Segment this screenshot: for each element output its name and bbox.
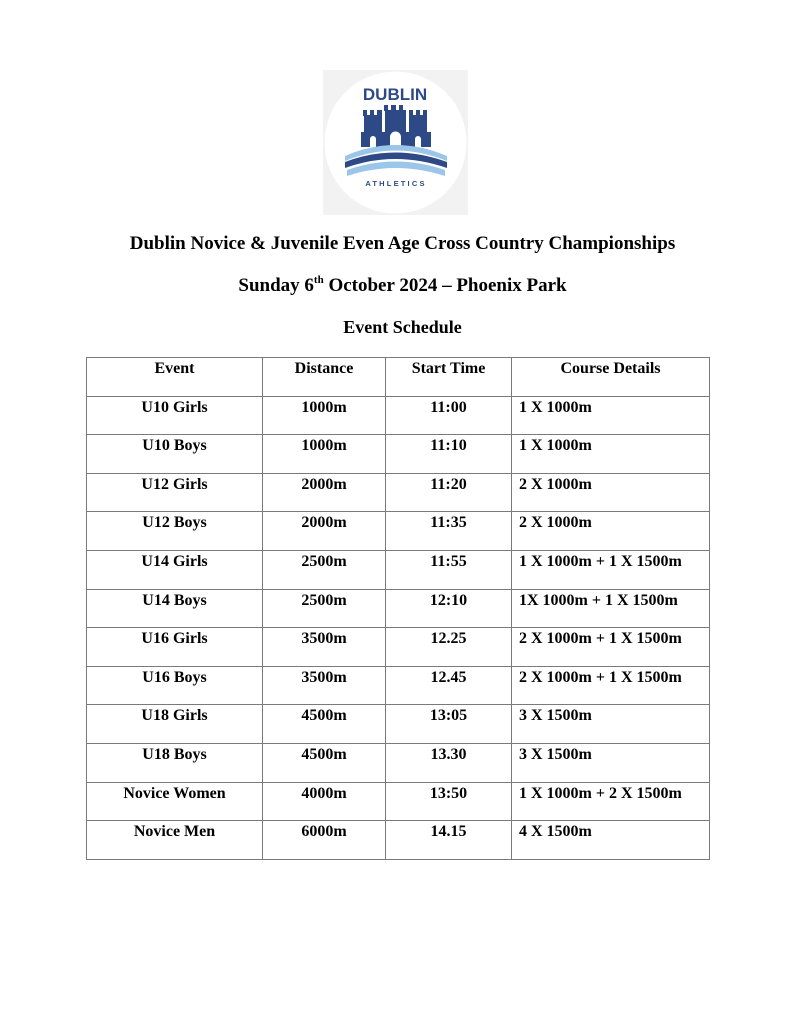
cell-course-details: 1 X 1000m + 1 X 1500m — [512, 550, 710, 589]
table-row — [87, 628, 710, 667]
cell-start-time: 11:35 — [386, 512, 512, 551]
event-schedule-table — [86, 357, 710, 860]
table-row — [87, 743, 710, 782]
table-row — [87, 666, 710, 705]
date-suffix: October 2024 – Phoenix Park — [323, 275, 567, 296]
cell-start-time: 12:10 — [386, 589, 512, 628]
cell-event-name: U18 Boys — [87, 743, 263, 782]
cell-course-details: 2 X 1000m + 1 X 1500m — [512, 628, 710, 667]
cell-event-name: U16 Boys — [87, 666, 263, 705]
cell-event-name: U12 Boys — [87, 512, 263, 551]
cell-distance: 2500m — [263, 589, 386, 628]
castle-icon — [323, 70, 468, 215]
cell-event-name: Novice Men — [87, 821, 263, 860]
column-header-course-details: Course Details — [512, 358, 710, 397]
cell-distance: 2000m — [263, 512, 386, 551]
cell-course-details: 4 X 1500m — [512, 821, 710, 860]
cell-course-details: 1 X 1000m + 2 X 1500m — [512, 782, 710, 821]
cell-course-details: 3 X 1500m — [512, 743, 710, 782]
logo-wordmark-dublin: DUBLIN — [362, 85, 428, 104]
cell-course-details: 2 X 1000m — [512, 473, 710, 512]
schedule-heading: Event Schedule — [343, 317, 462, 337]
cell-distance: 3500m — [263, 666, 386, 705]
cell-distance: 1000m — [263, 435, 386, 474]
cell-event-name: U10 Girls — [87, 396, 263, 435]
cell-start-time: 13:50 — [386, 782, 512, 821]
cell-start-time: 13:05 — [386, 705, 512, 744]
cell-distance: 2500m — [263, 550, 386, 589]
page-title: Dublin Novice & Juvenile Even Age Cross Country Championships — [129, 233, 676, 254]
cell-start-time: 11:20 — [386, 473, 512, 512]
cell-event-name: U14 Girls — [87, 550, 263, 589]
column-header-start-time: Start Time — [386, 358, 512, 397]
cell-event-name: U10 Boys — [87, 435, 263, 474]
cell-event-name: U18 Girls — [87, 705, 263, 744]
cell-course-details: 2 X 1000m — [512, 512, 710, 551]
date-ordinal-suffix: th — [313, 273, 324, 286]
table-row — [87, 821, 710, 860]
cell-distance: 1000m — [263, 396, 386, 435]
cell-event-name: U14 Boys — [87, 589, 263, 628]
event-date-location — [0, 275, 805, 297]
cell-distance: 6000m — [263, 821, 386, 860]
cell-start-time: 14.15 — [386, 821, 512, 860]
cell-course-details: 1X 1000m + 1 X 1500m — [512, 589, 710, 628]
cell-distance: 4500m — [263, 743, 386, 782]
cell-event-name: Novice Women — [87, 782, 263, 821]
table-row — [87, 782, 710, 821]
cell-start-time: 11:00 — [386, 396, 512, 435]
logo-wordmark-athletics: ATHLETICS — [365, 179, 427, 188]
cell-course-details: 3 X 1500m — [512, 705, 710, 744]
table-row — [87, 396, 710, 435]
cell-start-time: 11:10 — [386, 435, 512, 474]
cell-event-name: U16 Girls — [87, 628, 263, 667]
date-prefix: Sunday 6 — [238, 275, 314, 296]
table-row — [87, 550, 710, 589]
dublin-athletics-logo — [323, 70, 468, 215]
table-row — [87, 512, 710, 551]
cell-course-details: 2 X 1000m + 1 X 1500m — [512, 666, 710, 705]
table-row — [87, 705, 710, 744]
cell-distance: 2000m — [263, 473, 386, 512]
table-row — [87, 589, 710, 628]
cell-start-time: 11:55 — [386, 550, 512, 589]
cell-course-details: 1 X 1000m — [512, 396, 710, 435]
column-header-distance: Distance — [263, 358, 386, 397]
table-row — [87, 473, 710, 512]
cell-start-time: 12.25 — [386, 628, 512, 667]
cell-course-details: 1 X 1000m — [512, 435, 710, 474]
table-header-row — [87, 358, 710, 397]
cell-event-name: U12 Girls — [87, 473, 263, 512]
cell-start-time: 12.45 — [386, 666, 512, 705]
cell-start-time: 13.30 — [386, 743, 512, 782]
column-header-event: Event — [87, 358, 263, 397]
cell-distance: 3500m — [263, 628, 386, 667]
table-row — [87, 435, 710, 474]
cell-distance: 4500m — [263, 705, 386, 744]
cell-distance: 4000m — [263, 782, 386, 821]
